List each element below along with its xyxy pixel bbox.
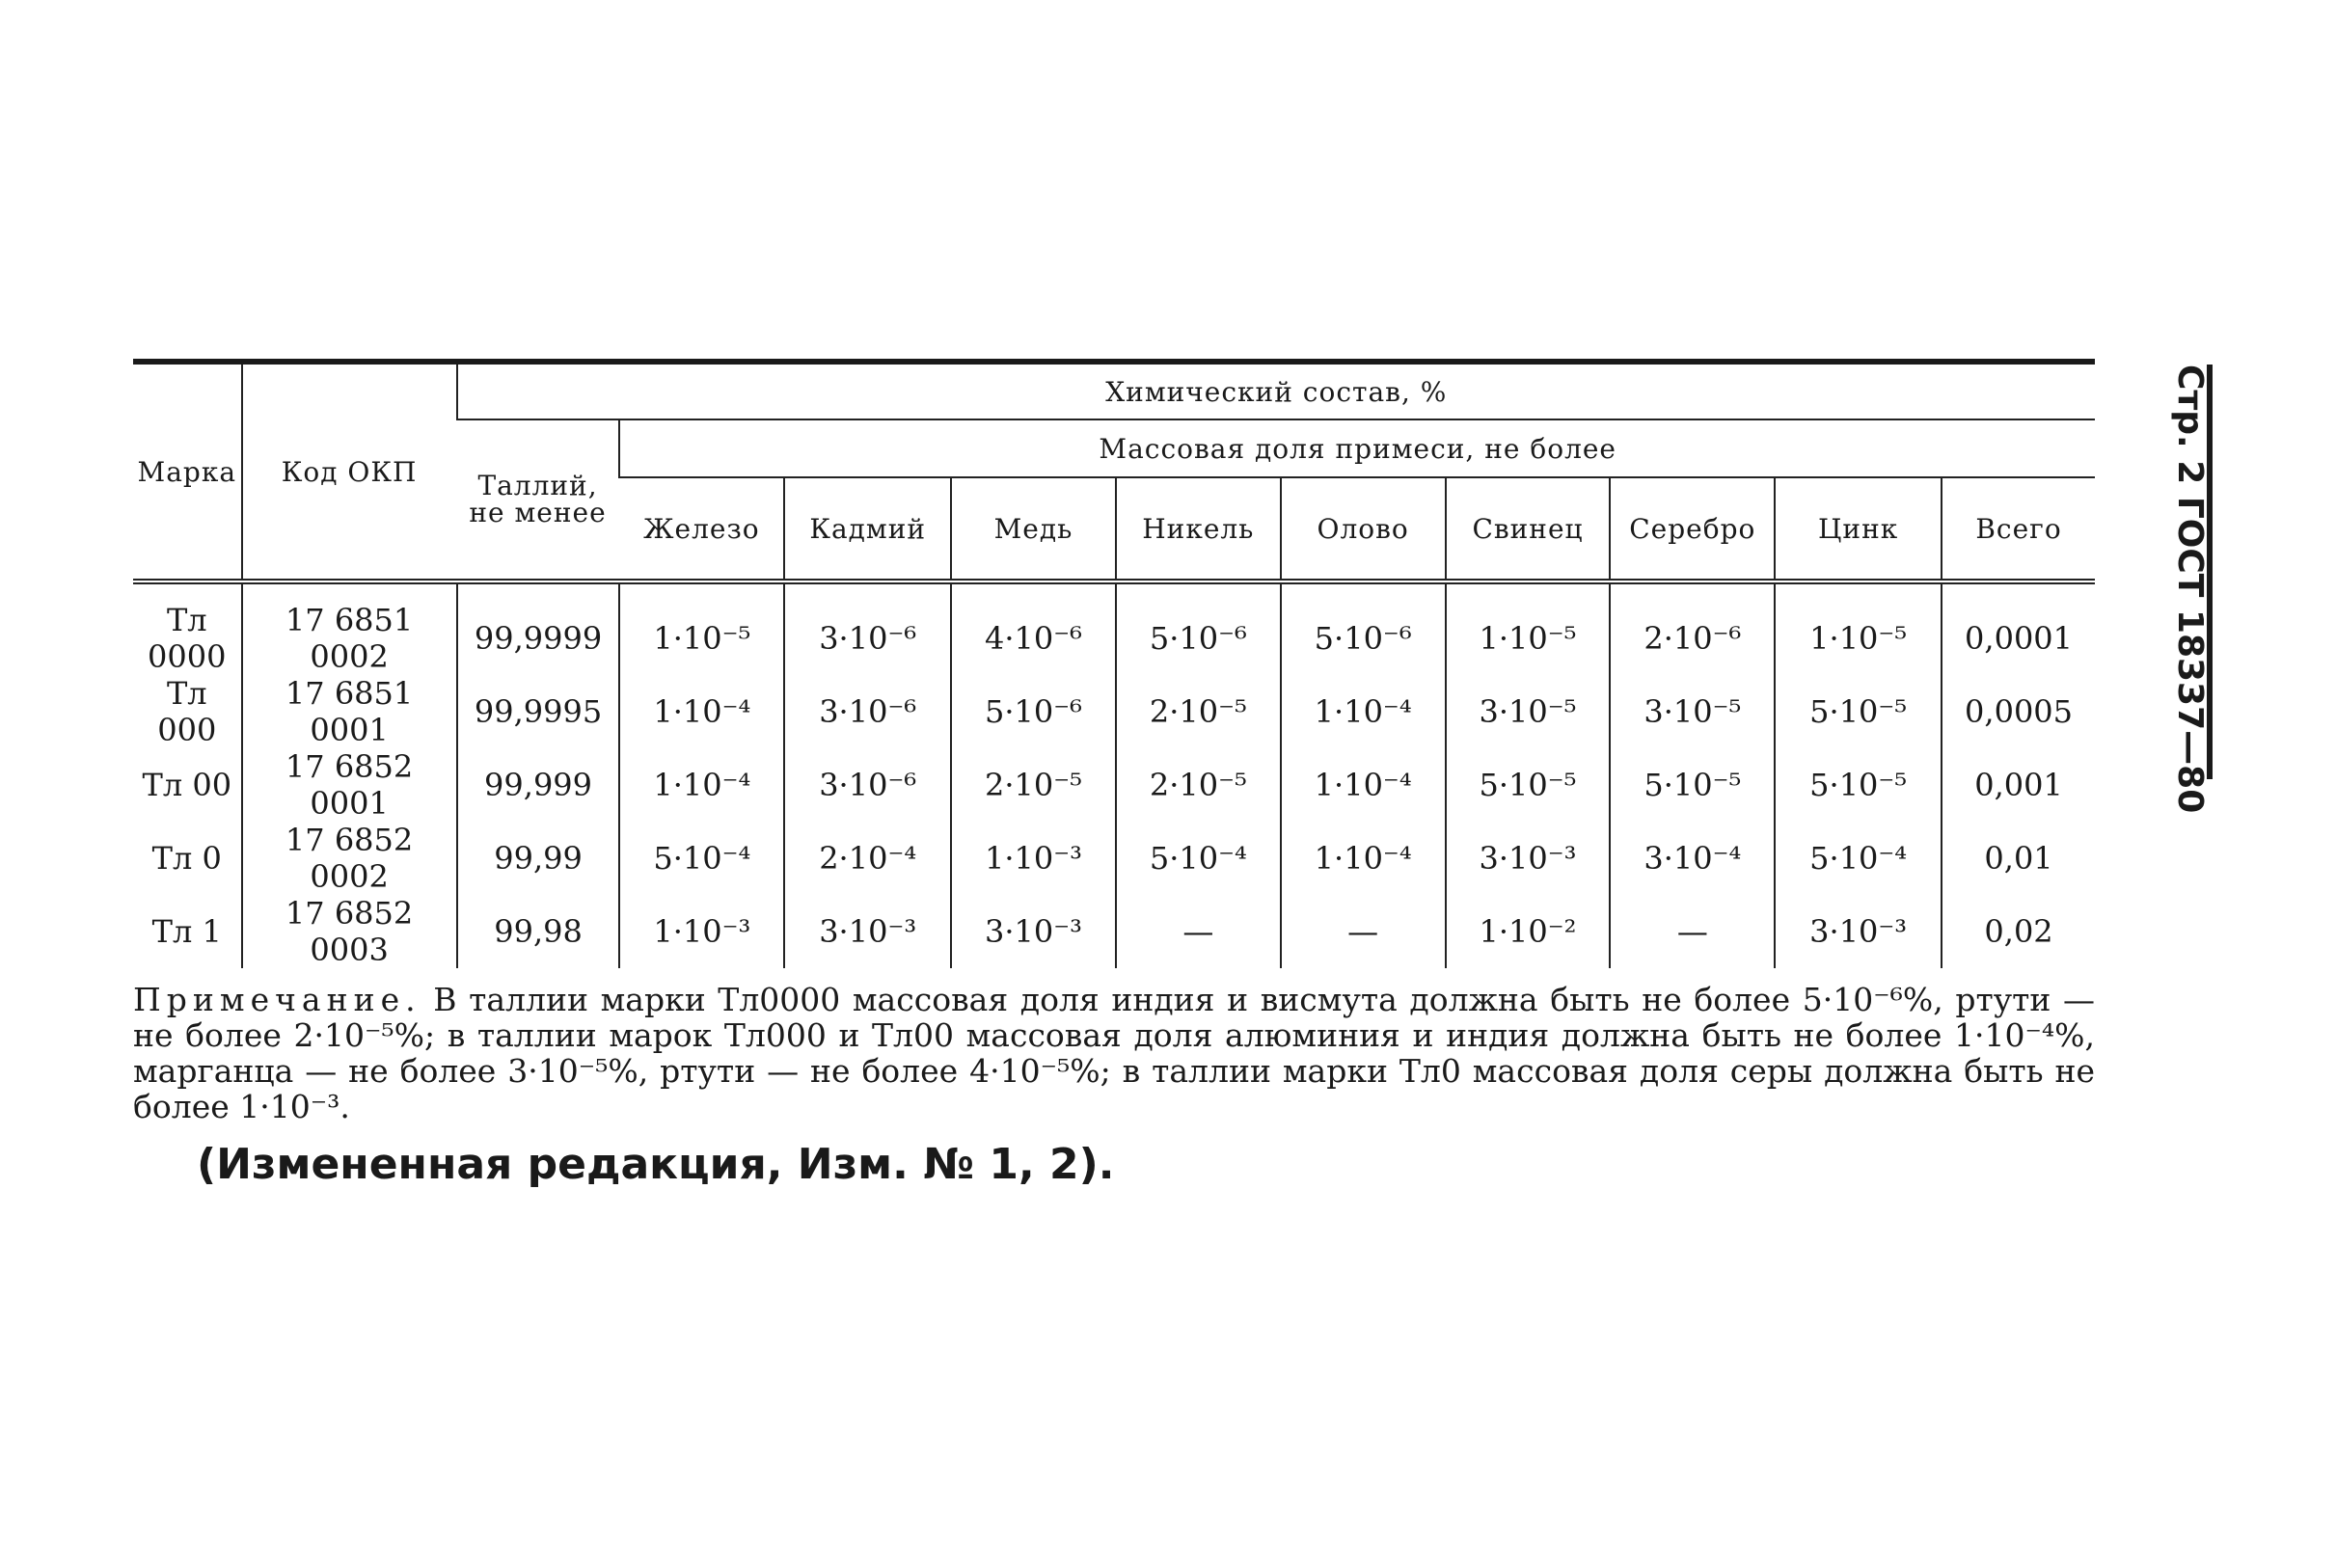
header-zinc: Цинк xyxy=(1775,477,1942,581)
cell-silver: — xyxy=(1610,895,1775,968)
table-row xyxy=(133,822,2095,895)
cell-iron: 1·10⁻⁴ xyxy=(619,675,784,748)
header-marka: Марка xyxy=(133,362,242,581)
table-row xyxy=(133,581,2095,675)
cell-zinc: 5·10⁻⁴ xyxy=(1775,822,1942,895)
cell-total: 0,0001 xyxy=(1942,581,2095,675)
revision-note: (Измененная редакция, Изм. № 1, 2). xyxy=(197,1140,1115,1189)
cell-zinc: 5·10⁻⁵ xyxy=(1775,748,1942,822)
cell-tin: — xyxy=(1281,895,1446,968)
cell-copper: 1·10⁻³ xyxy=(951,822,1116,895)
cell-marka: Тл 0 xyxy=(151,840,222,877)
cell-lead: 1·10⁻⁵ xyxy=(1446,581,1611,675)
cell-iron: 1·10⁻³ xyxy=(619,895,784,968)
cell-nickel: 5·10⁻⁴ xyxy=(1116,822,1281,895)
cell-silver: 3·10⁻⁴ xyxy=(1610,822,1775,895)
note-lead: Примечание. xyxy=(133,981,421,1018)
cell-zinc: 3·10⁻³ xyxy=(1775,895,1942,968)
cell-iron: 1·10⁻⁵ xyxy=(619,581,784,675)
cell-cadmium: 3·10⁻⁶ xyxy=(784,748,951,822)
cell-marka: Тл 000 xyxy=(157,675,217,748)
header-thallium: Таллий, не менее xyxy=(457,419,620,581)
header-copper: Медь xyxy=(951,477,1116,581)
header-silver: Серебро xyxy=(1610,477,1775,581)
cell-iron: 1·10⁻⁴ xyxy=(619,748,784,822)
header-impurity-fraction: Массовая доля примеси, не более xyxy=(619,419,2095,477)
cell-copper: 5·10⁻⁶ xyxy=(951,675,1116,748)
cell-marka: Тл 0000 xyxy=(148,602,227,675)
cell-nickel: 5·10⁻⁶ xyxy=(1116,581,1281,675)
page-header xyxy=(2166,365,2213,814)
cell-total: 0,01 xyxy=(1942,822,2095,895)
cell-total: 0,02 xyxy=(1942,895,2095,968)
note-text: В таллии марки Тл0000 массовая доля индия и висмута должна быть не более 5·10⁻⁶%, ртути — не более 2·10⁻⁵%; в таллии марок Тл000 и Тл00 массовая доля алюминия и индия должна быть не более 1·10⁻⁴%, марганца — не более 3·10⁻⁵%, ртути — не более 4·10⁻⁵%; в таллии марки Тл0 массовая доля серы должна быть не более 1·10⁻³. xyxy=(133,981,2096,1125)
cell-copper: 4·10⁻⁶ xyxy=(951,581,1116,675)
cell-total: 0,0005 xyxy=(1942,675,2095,748)
header-lead: Свинец xyxy=(1446,477,1611,581)
cell-tin: 1·10⁻⁴ xyxy=(1281,748,1446,822)
cell-tin: 1·10⁻⁴ xyxy=(1281,675,1446,748)
cell-thallium: 99,98 xyxy=(457,895,620,968)
cell-copper: 3·10⁻³ xyxy=(951,895,1116,968)
cell-tin: 1·10⁻⁴ xyxy=(1281,822,1446,895)
cell-cadmium: 3·10⁻³ xyxy=(784,895,951,968)
cell-thallium: 99,999 xyxy=(457,748,620,822)
cell-nickel: 2·10⁻⁵ xyxy=(1116,748,1281,822)
cell-okp: 17 6851 0002 xyxy=(242,581,457,675)
cell-okp: 17 6852 0002 xyxy=(242,822,457,895)
cell-okp: 17 6852 0003 xyxy=(242,895,457,968)
cell-silver: 2·10⁻⁶ xyxy=(1610,581,1775,675)
cell-zinc: 5·10⁻⁵ xyxy=(1775,675,1942,748)
cell-lead: 1·10⁻² xyxy=(1446,895,1611,968)
header-chemical-composition: Химический состав, % xyxy=(457,362,2095,419)
cell-total: 0,001 xyxy=(1942,748,2095,822)
cell-okp: 17 6852 0001 xyxy=(242,748,457,822)
cell-cadmium: 2·10⁻⁴ xyxy=(784,822,951,895)
cell-nickel: — xyxy=(1116,895,1281,968)
cell-silver: 3·10⁻⁵ xyxy=(1610,675,1775,748)
header-nickel: Никель xyxy=(1116,477,1281,581)
cell-marka: Тл 00 xyxy=(142,767,232,803)
cell-silver: 5·10⁻⁵ xyxy=(1610,748,1775,822)
cell-lead: 3·10⁻³ xyxy=(1446,822,1611,895)
header-total: Всего xyxy=(1942,477,2095,581)
header-iron: Железо xyxy=(619,477,784,581)
cell-thallium: 99,99 xyxy=(457,822,620,895)
cell-cadmium: 3·10⁻⁶ xyxy=(784,675,951,748)
cell-cadmium: 3·10⁻⁶ xyxy=(784,581,951,675)
cell-thallium: 99,9999 xyxy=(457,581,620,675)
cell-nickel: 2·10⁻⁵ xyxy=(1116,675,1281,748)
header-okp-code: Код ОКП xyxy=(242,362,457,581)
cell-okp: 17 6851 0001 xyxy=(242,675,457,748)
cell-tin: 5·10⁻⁶ xyxy=(1281,581,1446,675)
composition-table xyxy=(133,359,2095,968)
cell-thallium: 99,9995 xyxy=(457,675,620,748)
cell-lead: 3·10⁻⁵ xyxy=(1446,675,1611,748)
cell-marka: Тл 1 xyxy=(151,913,222,950)
table-row xyxy=(133,748,2095,822)
header-cadmium: Кадмий xyxy=(784,477,951,581)
spec-table xyxy=(133,359,2095,968)
table-row xyxy=(133,675,2095,748)
cell-lead: 5·10⁻⁵ xyxy=(1446,748,1611,822)
cell-zinc: 1·10⁻⁵ xyxy=(1775,581,1942,675)
table-note xyxy=(133,982,2095,1124)
page-header-text: Стр. 2 ГОСТ 18337—80 xyxy=(2170,365,2210,814)
cell-iron: 5·10⁻⁴ xyxy=(619,822,784,895)
table-row xyxy=(133,895,2095,968)
header-tin: Олово xyxy=(1281,477,1446,581)
cell-copper: 2·10⁻⁵ xyxy=(951,748,1116,822)
